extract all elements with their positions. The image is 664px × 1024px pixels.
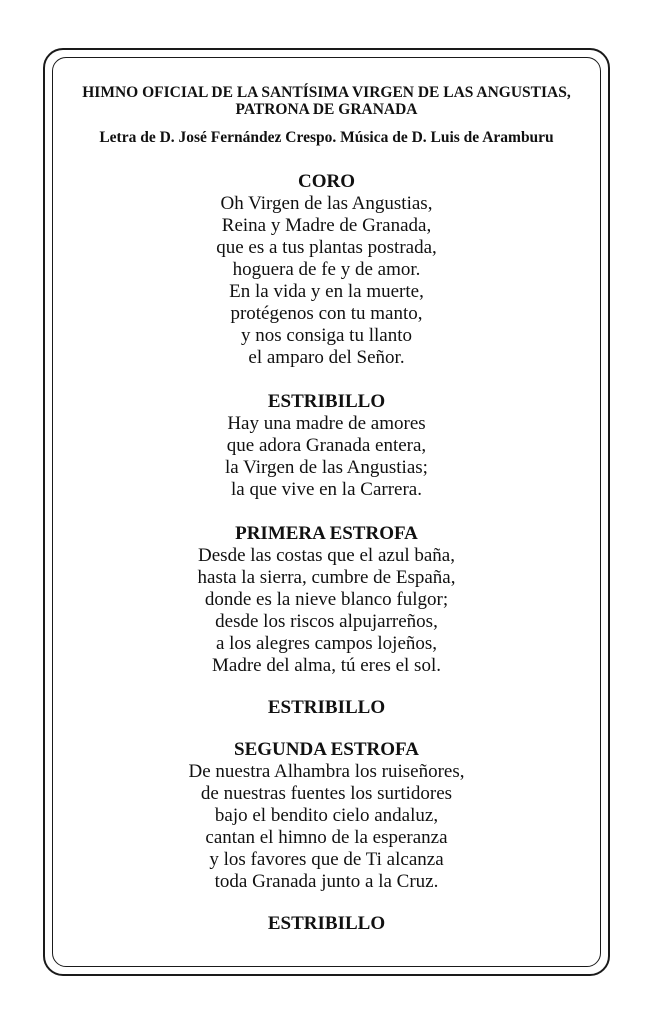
verse-line: desde los riscos alpujarreños,: [215, 611, 438, 632]
hymn-title: [52, 84, 601, 118]
section-heading: PRIMERA ESTROFA: [235, 523, 418, 544]
title-line-2: PATRONA DE GRANADA: [235, 101, 418, 118]
section-segunda-estrofa: [52, 739, 601, 893]
verse-line: hasta la sierra, cumbre de España,: [197, 567, 456, 588]
verse-line: y los favores que de Ti alcanza: [209, 849, 444, 870]
verse-line: el amparo del Señor.: [248, 347, 405, 368]
verse-line: Oh Virgen de las Angustias,: [220, 193, 433, 214]
verse-line: De nuestra Alhambra los ruiseñores,: [188, 761, 465, 782]
verse-line: Reina y Madre de Granada,: [221, 215, 432, 236]
verse-line: la que vive en la Carrera.: [231, 479, 422, 500]
verse-line: Desde las costas que el azul baña,: [198, 545, 455, 566]
verse-line: de nuestras fuentes los surtidores: [200, 783, 453, 804]
verse-line: que es a tus plantas postrada,: [216, 237, 437, 258]
verse-line: donde es la nieve blanco fulgor;: [204, 589, 449, 610]
section-estribillo: [52, 391, 601, 501]
verse-line: a los alegres campos lojeños,: [215, 633, 438, 654]
verse-line: toda Granada junto a la Cruz.: [214, 871, 439, 892]
verse-line: cantan el himno de la esperanza: [205, 827, 448, 848]
verse-line: que adora Granada entera,: [226, 435, 427, 456]
hymn-content: [52, 84, 601, 935]
section-heading: ESTRIBILLO: [267, 913, 386, 934]
section-heading: SEGUNDA ESTROFA: [234, 739, 419, 760]
section-estribillo-repeat: [52, 913, 601, 935]
section-heading: CORO: [298, 171, 355, 192]
verse-line: En la vida y en la muerte,: [229, 281, 424, 302]
section-heading: ESTRIBILLO: [267, 391, 386, 412]
verse-line: Madre del alma, tú eres el sol.: [212, 655, 441, 676]
section-coro: [52, 171, 601, 369]
verse-line: bajo el bendito cielo andaluz,: [214, 805, 439, 826]
section-primera-estrofa: [52, 523, 601, 677]
credits-line: Letra de D. José Fernández Crespo. Música de D. Luis de Aramburu: [99, 129, 554, 146]
verse-line: protégenos con tu manto,: [230, 303, 423, 324]
verse-line: la Virgen de las Angustias;: [225, 457, 428, 478]
section-estribillo-repeat: [52, 697, 601, 719]
verse-line: Hay una madre de amores: [227, 413, 426, 434]
verse-line: y nos consiga tu llanto: [241, 325, 412, 346]
verse-line: hoguera de fe y de amor.: [232, 259, 421, 280]
section-heading: ESTRIBILLO: [267, 697, 386, 718]
title-line-1: HIMNO OFICIAL DE LA SANTÍSIMA VIRGEN DE LAS ANGUSTIAS,: [82, 84, 571, 101]
